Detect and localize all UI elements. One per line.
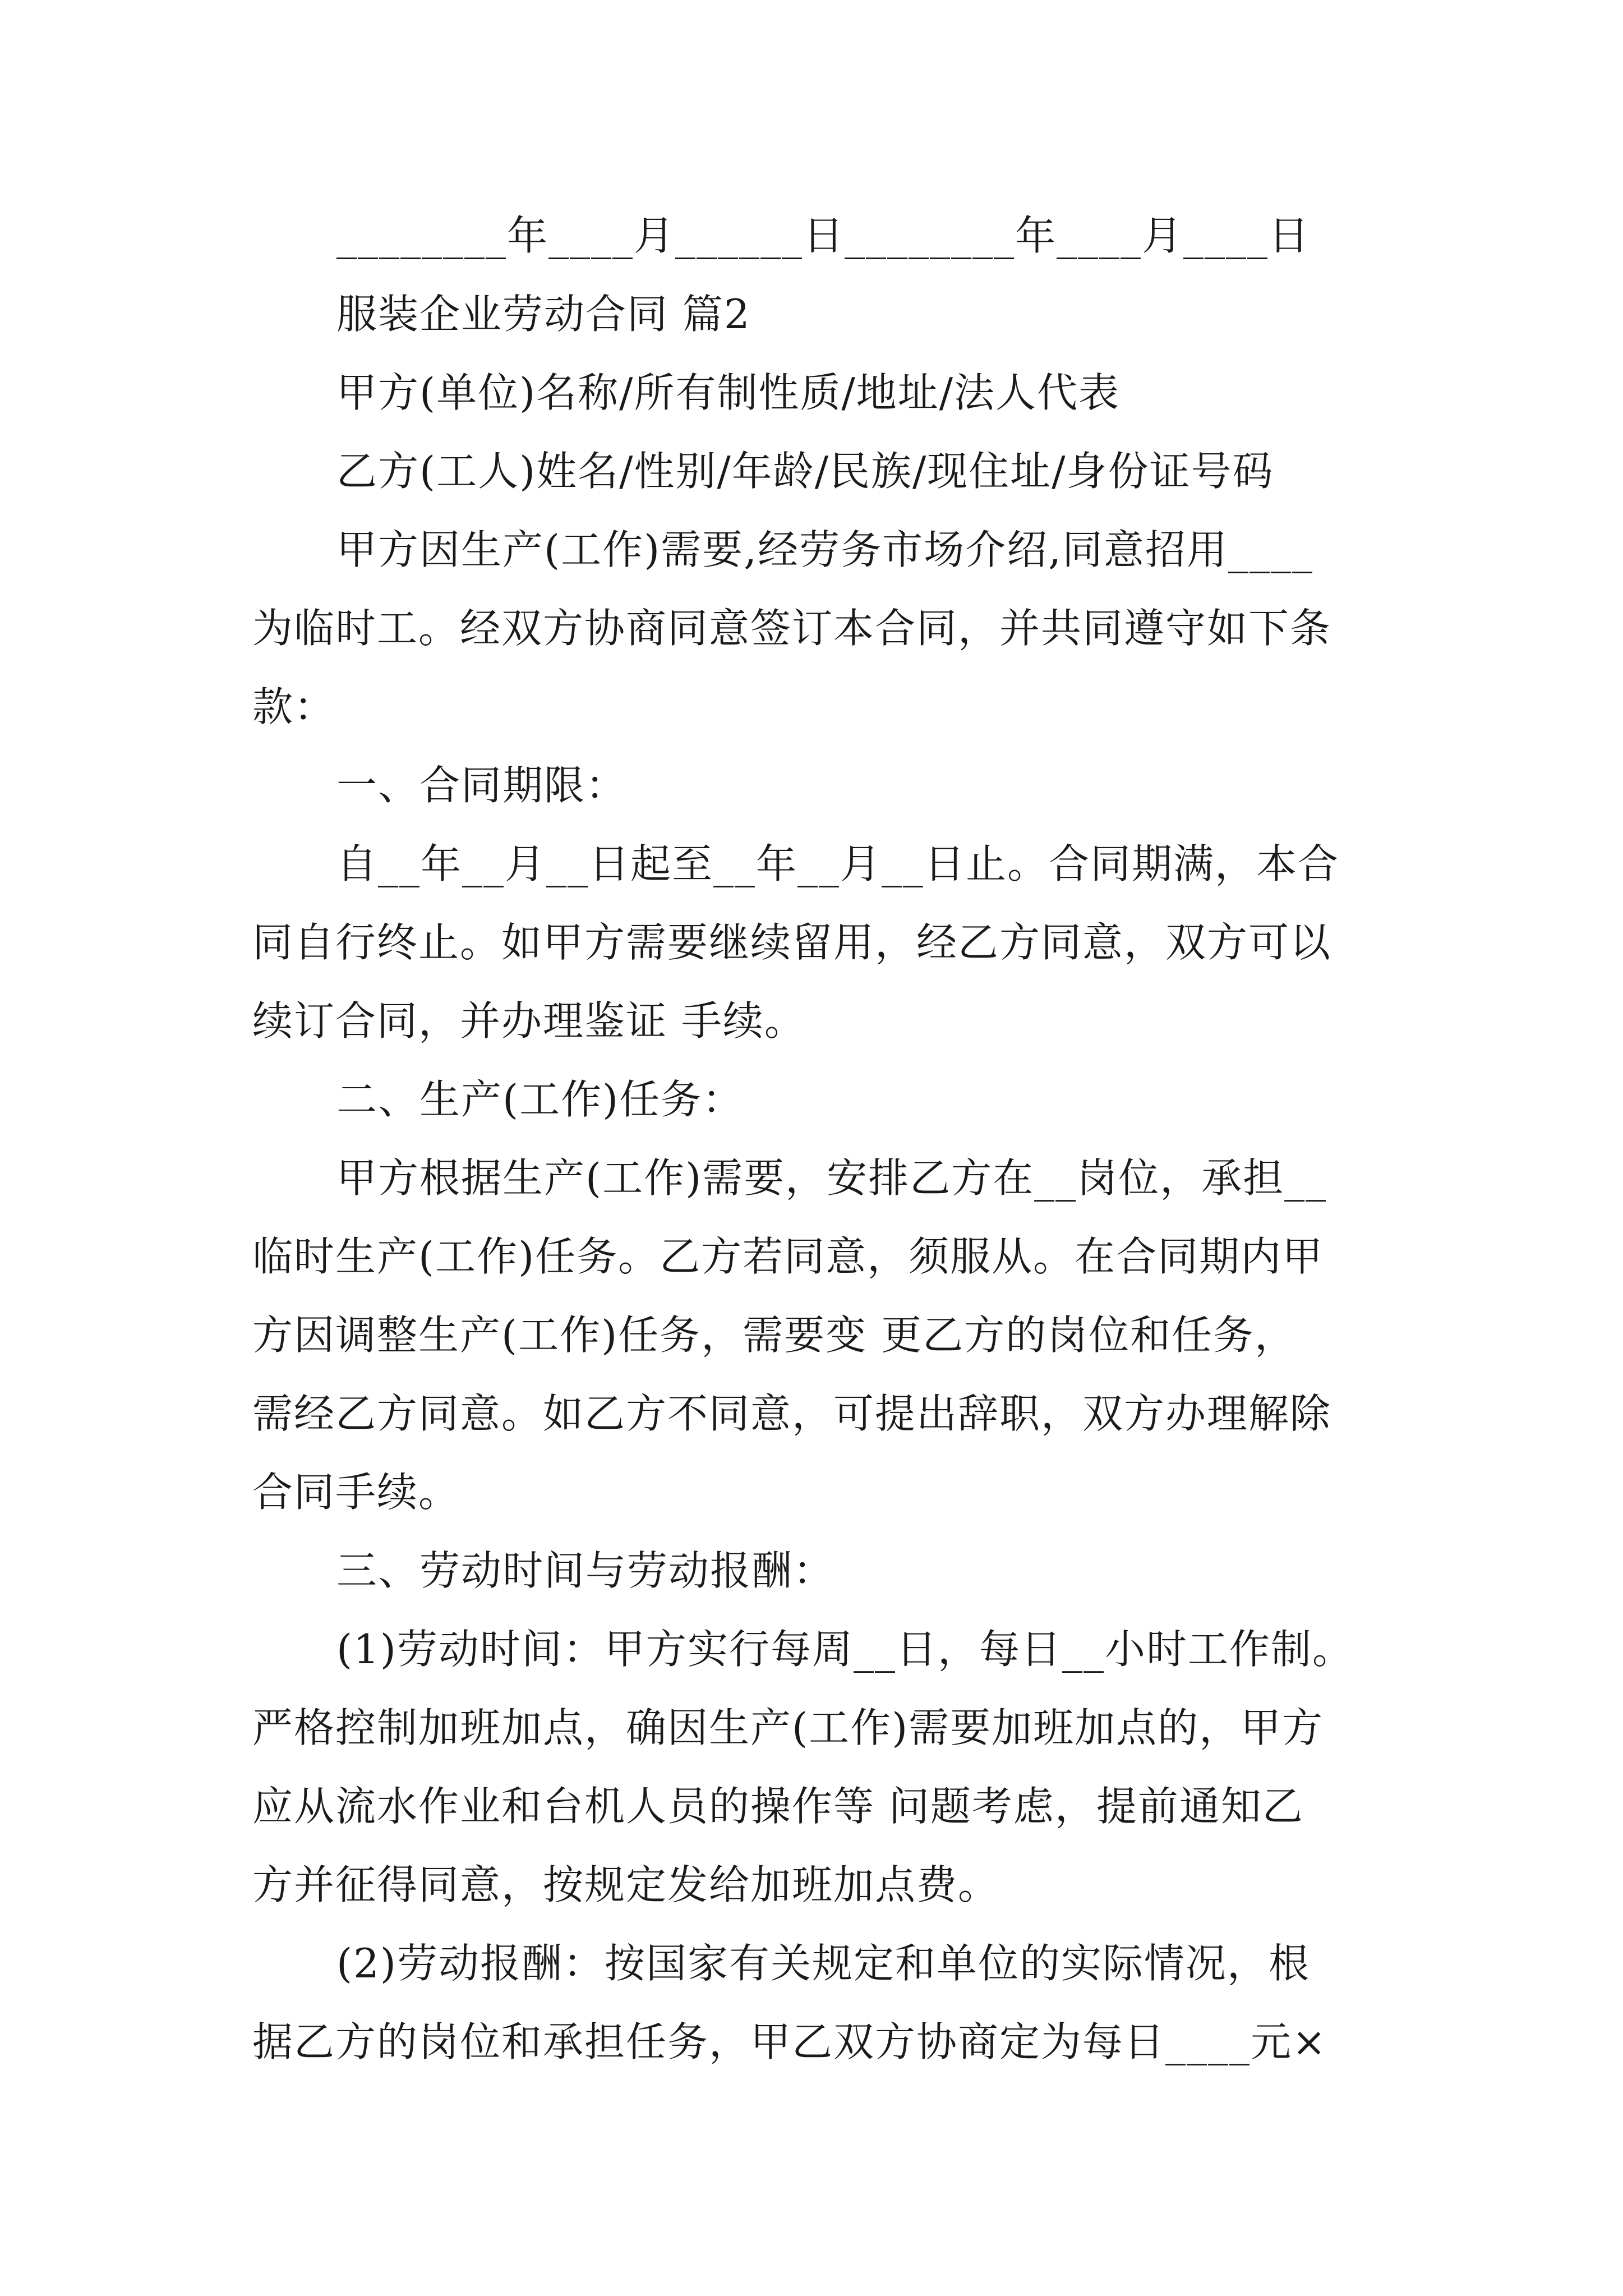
- paragraph-line: 合同手续。: [252, 1469, 460, 1516]
- paragraph-line: 甲方因生产(工作)需要,经劳务市场介绍,同意招用____: [336, 526, 1313, 573]
- paragraph-line: 甲方根据生产(工作)需要，安排乙方在__岗位，承担__: [336, 1154, 1327, 1202]
- paragraph-line: (2)劳动报酬：按国家有关规定和单位的实际情况，根: [336, 1940, 1310, 1987]
- paragraph-line: 同自行终止。如甲方需要继续留用，经乙方同意，双方可以: [252, 919, 1332, 966]
- paragraph-line: 为临时工。经双方协商同意签订本合同，并共同遵守如下条: [252, 605, 1332, 652]
- paragraph-line: 应从流水作业和台机人员的操作等 问题考虑，提前通知乙: [252, 1783, 1304, 1830]
- clause-heading: 二、生产(工作)任务：: [336, 1076, 744, 1123]
- paragraph-line: 需经乙方同意。如乙方不同意，可提出辞职，双方办理解除: [252, 1390, 1332, 1437]
- party-a-fields: 甲方(单位)名称/所有制性质/地址/法人代表: [336, 369, 1120, 416]
- date-blanks-line: ________年____月______日________年____月____日: [336, 212, 1310, 259]
- paragraph-line: 临时生产(工作)任务。乙方若同意，须服从。在合同期内甲: [252, 1233, 1324, 1280]
- paragraph-line: 严格控制加班加点，确因生产(工作)需要加班加点的，甲方: [252, 1704, 1324, 1751]
- paragraph-line: 方因调整生产(工作)任务，需要变 更乙方的岗位和任务，: [252, 1312, 1297, 1359]
- party-b-fields: 乙方(工人)姓名/性别/年龄/民族/现住址/身份证号码: [336, 448, 1274, 495]
- section-title: 服装企业劳动合同 篇2: [336, 291, 751, 338]
- paragraph-line: 方并征得同意，按规定发给加班加点费。: [252, 1861, 1000, 1908]
- paragraph-line: 续订合同，并办理鉴证 手续。: [252, 997, 806, 1045]
- clause-heading: 一、合同期限：: [336, 762, 628, 809]
- paragraph-line: 据乙方的岗位和承担任务，甲乙双方协商定为每日____元×: [252, 2018, 1327, 2065]
- paragraph-line: 自__年__月__日起至__年__月__日止。合同期满，本合: [336, 840, 1340, 887]
- clause-heading: 三、劳动时间与劳动报酬：: [336, 1547, 835, 1594]
- paragraph-line: 款：: [252, 683, 336, 730]
- paragraph-line: (1)劳动时间：甲方实行每周__日，每日__小时工作制。: [336, 1626, 1354, 1673]
